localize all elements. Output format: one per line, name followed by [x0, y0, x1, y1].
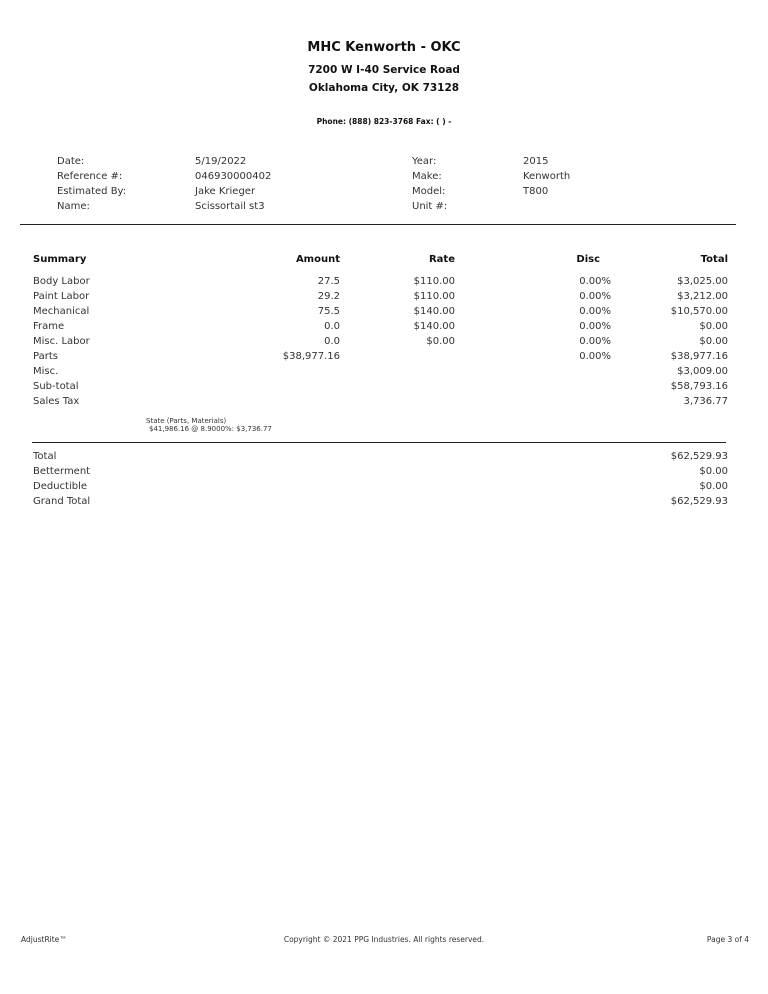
footer-brand: AdjustRite™ [21, 935, 67, 944]
model-value: T800 [523, 186, 549, 197]
row-value: $0.00 [699, 481, 728, 492]
row-amount: 29.2 [317, 291, 340, 302]
row-total: $0.00 [699, 321, 728, 332]
tax-note-line-1: State (Parts, Materials) [146, 417, 227, 425]
row-total: $3,025.00 [677, 276, 728, 287]
row-disc: 0.00% [579, 351, 611, 362]
col-rate-header: Rate [428, 254, 455, 265]
row-value: $62,529.93 [670, 496, 728, 507]
row-label: Sub-total [33, 381, 79, 392]
row-disc: 0.00% [579, 276, 611, 287]
name-value: Scissortail st3 [195, 201, 265, 212]
row-disc: 0.00% [579, 336, 611, 347]
row-rate: $0.00 [426, 336, 455, 347]
row-label: Total [33, 451, 57, 462]
row-total: $3,009.00 [677, 366, 728, 377]
row-label: Betterment [33, 466, 91, 477]
year-label: Year: [412, 156, 437, 167]
row-amount: 0.0 [324, 321, 340, 332]
col-amount-header: Amount [295, 254, 340, 265]
footer-page-number: Page 3 of 4 [706, 935, 749, 944]
row-total: $0.00 [699, 336, 728, 347]
phone-fax-line: Phone: (888) 823-3768 Fax: ( ) - [316, 117, 452, 126]
totals-divider [32, 442, 726, 443]
year-value: 2015 [523, 156, 549, 167]
date-label: Date: [57, 156, 85, 167]
row-disc: 0.00% [579, 321, 611, 332]
make-label: Make: [412, 171, 442, 182]
date-value: 5/19/2022 [195, 156, 247, 167]
company-name: MHC Kenworth - OKC [307, 40, 461, 55]
row-value: $62,529.93 [670, 451, 728, 462]
col-disc-header: Disc [576, 254, 600, 265]
row-label: Paint Labor [33, 291, 90, 302]
reference-label: Reference #: [57, 171, 123, 182]
row-total: $3,212.00 [677, 291, 728, 302]
row-total: $58,793.16 [670, 381, 728, 392]
row-amount: 0.0 [324, 336, 340, 347]
row-amount: $38,977.16 [282, 351, 340, 362]
row-label: Mechanical [33, 306, 90, 317]
tax-note-line-2: $41,986.16 @ 8.9000%: $3,736.77 [149, 425, 272, 433]
row-rate: $140.00 [413, 306, 455, 317]
row-label: Grand Total [33, 496, 91, 507]
row-rate: $110.00 [413, 276, 455, 287]
header-divider [20, 224, 736, 225]
row-label: Parts [33, 351, 58, 362]
row-label: Body Labor [33, 276, 90, 287]
row-disc: 0.00% [579, 291, 611, 302]
estimated-by-value: Jake Krieger [195, 186, 256, 197]
unit-label: Unit #: [412, 201, 448, 212]
row-label: Misc. [33, 366, 59, 377]
estimated-by-label: Estimated By: [57, 186, 127, 197]
row-label: Deductible [33, 481, 88, 492]
row-label: Sales Tax [33, 396, 80, 407]
reference-value: 046930000402 [195, 171, 272, 182]
row-rate: $110.00 [413, 291, 455, 302]
make-value: Kenworth [523, 171, 571, 182]
name-label: Name: [57, 201, 90, 212]
row-label: Misc. Labor [33, 336, 90, 347]
address-line-2: Oklahoma City, OK 73128 [308, 82, 460, 94]
row-disc: 0.00% [579, 306, 611, 317]
footer-copyright: Copyright © 2021 PPG Industries. All rights reserved. [283, 935, 485, 944]
row-amount: 27.5 [317, 276, 340, 287]
row-value: $0.00 [699, 466, 728, 477]
address-line-1: 7200 W I-40 Service Road [308, 64, 460, 76]
model-label: Model: [412, 186, 446, 197]
col-summary-header: Summary [33, 254, 87, 265]
row-total: $10,570.00 [670, 306, 728, 317]
row-total: 3,736.77 [683, 396, 728, 407]
row-label: Frame [33, 321, 65, 332]
row-total: $38,977.16 [670, 351, 728, 362]
row-rate: $140.00 [413, 321, 455, 332]
row-amount: 75.5 [317, 306, 340, 317]
col-total-header: Total [700, 254, 728, 265]
